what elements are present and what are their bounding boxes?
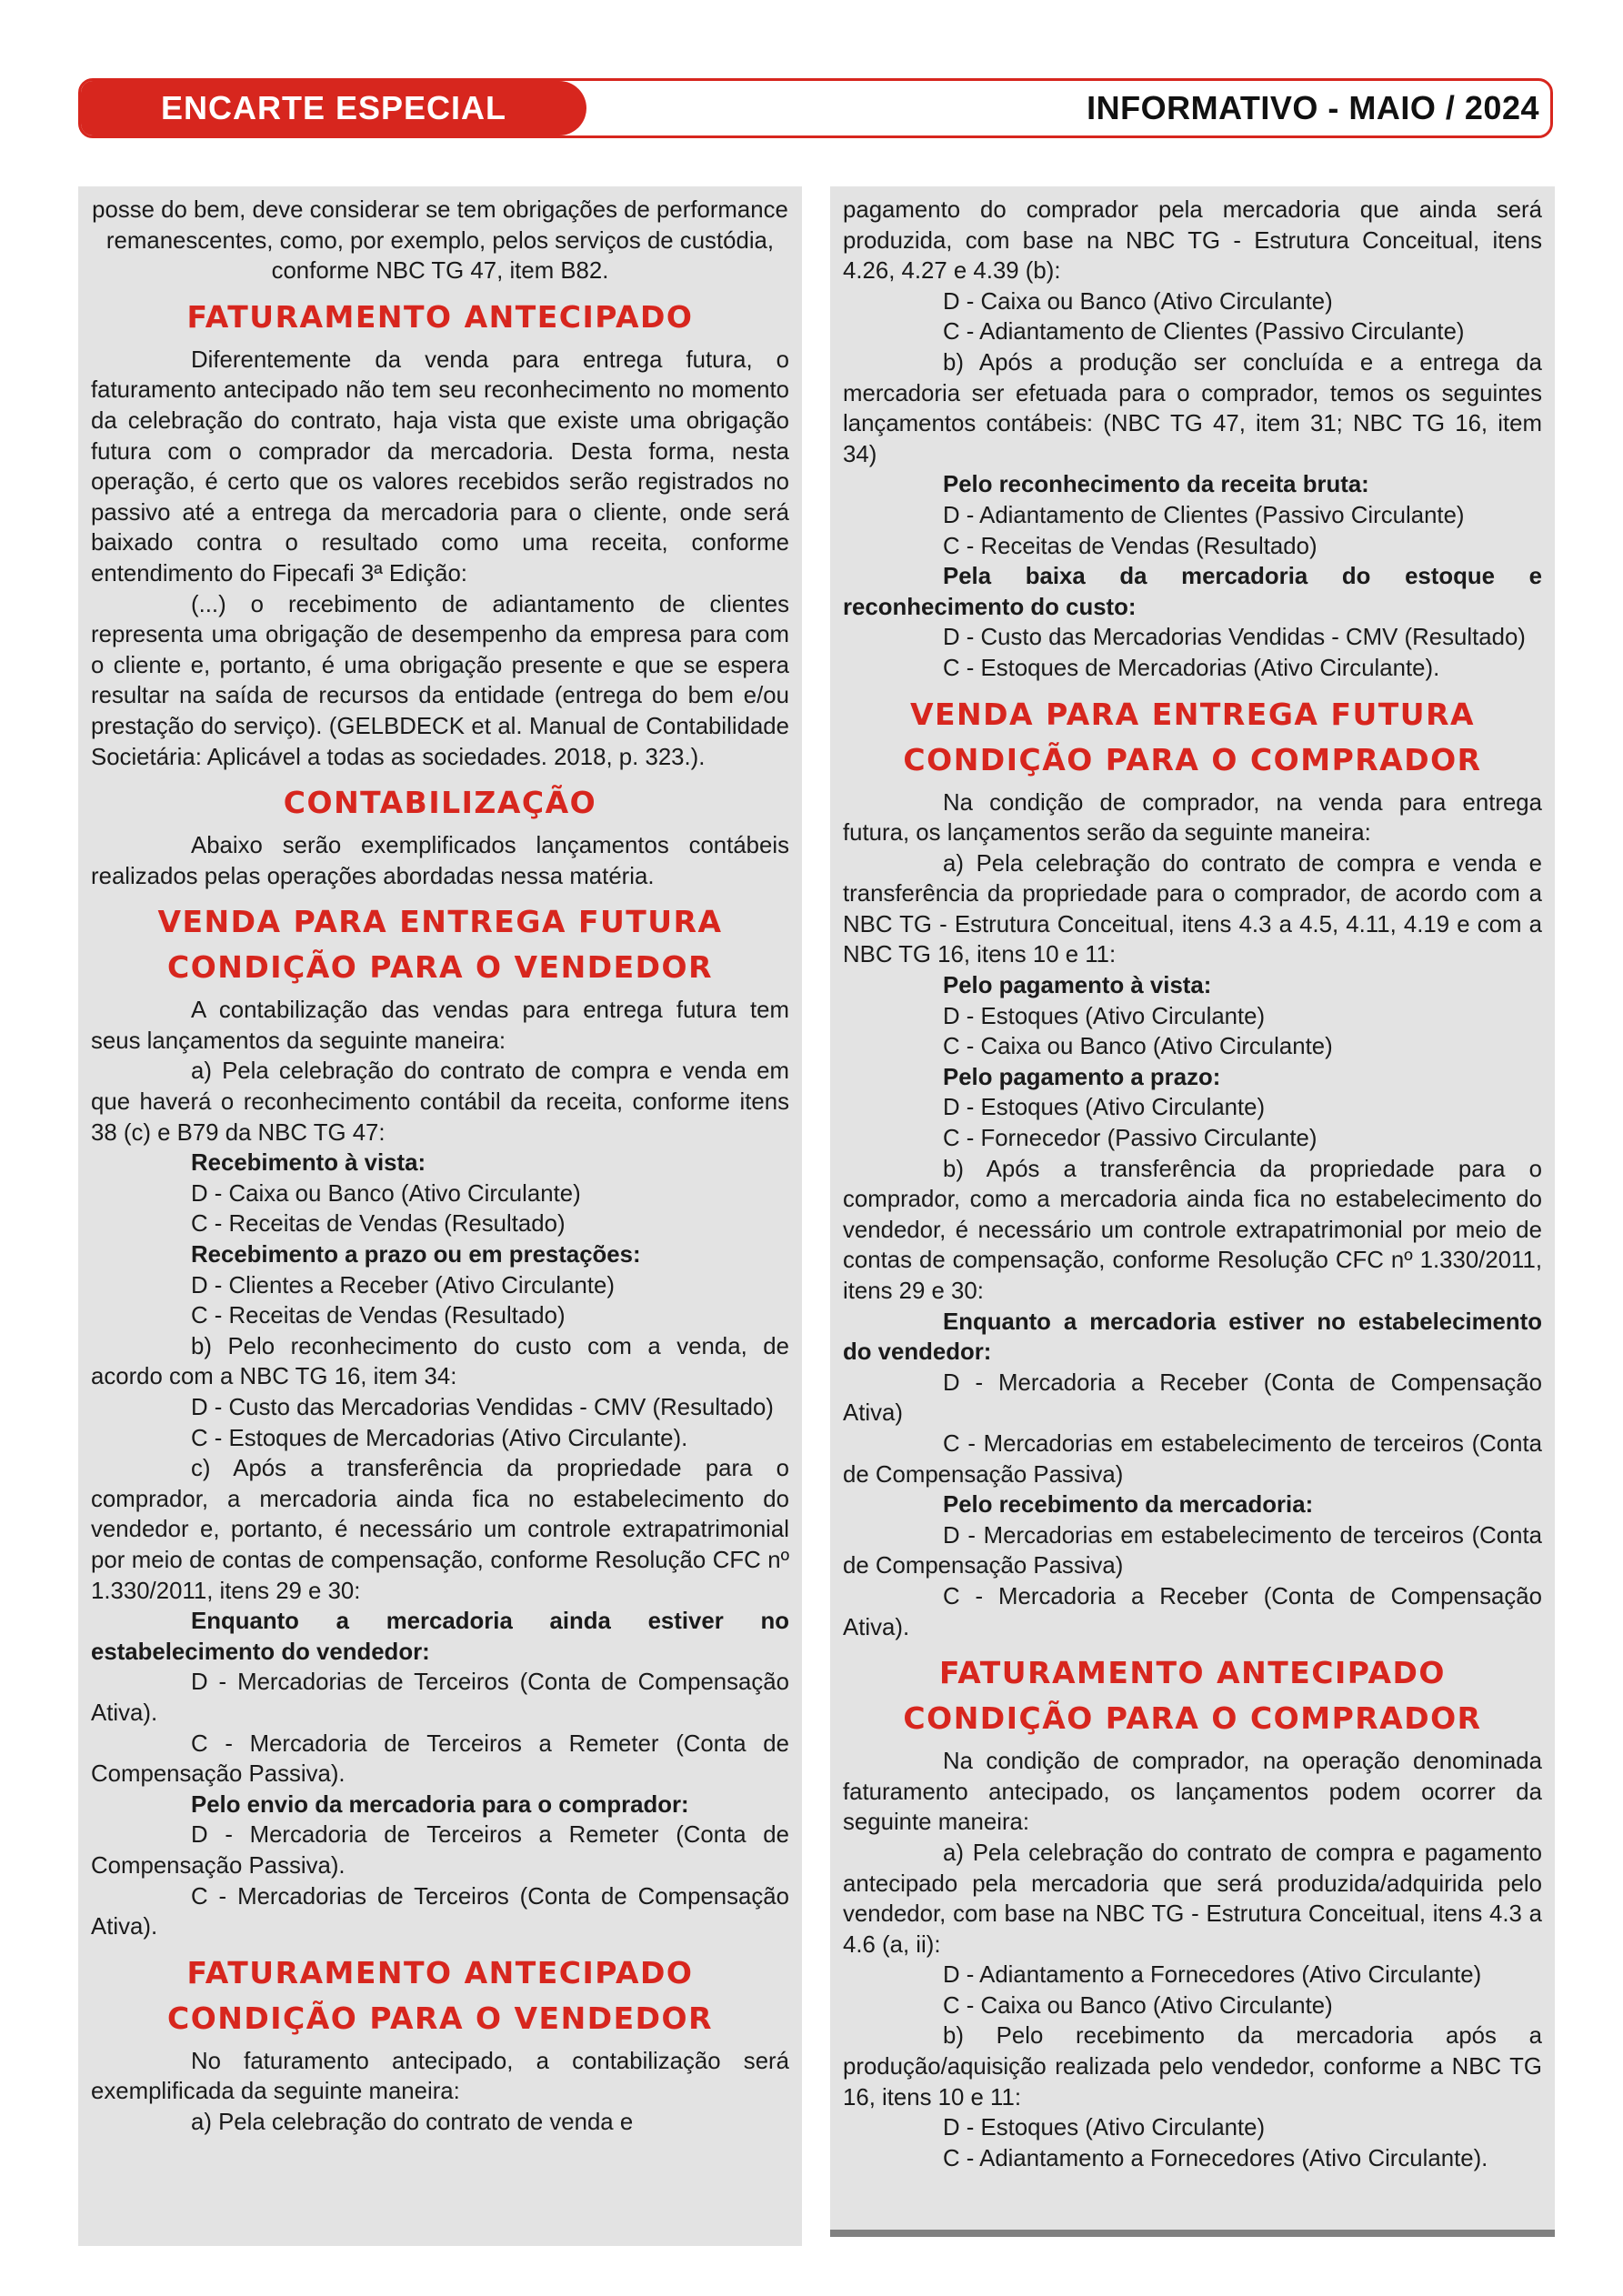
entry-subheading: Pelo pagamento à vista: <box>943 973 1212 999</box>
paragraph: No faturamento antecipado, a contabilização será exemplificada da seguinte maneira: <box>91 2048 789 2105</box>
entry-line: C - Estoques de Mercadorias (Ativo Circulante). <box>191 1425 688 1451</box>
heading-venda-entrega-futura: VENDA PARA ENTREGA FUTURA <box>909 696 1476 732</box>
entry-line: D - Estoques (Ativo Circulante) <box>943 2115 1266 2141</box>
entry-line: D - Mercadorias em estabelecimento de terceiros (Conta de Compensação Passiva) <box>843 1522 1542 1579</box>
right-column <box>830 186 1555 2237</box>
entry-line: C - Caixa ou Banco (Ativo Circulante) <box>943 1992 1333 2019</box>
paragraph: b) Após a produção ser concluída e a entrega da mercadoria ser efetuada para o comprador, temos os seguintes lançamentos contábeis: (NBC TG 47, item 31; NBC TG 16, item 34) <box>843 349 1542 467</box>
entry-line: C - Fornecedor (Passivo Circulante) <box>943 1126 1317 1152</box>
entry-subheading: Pela baixa da mercadoria do estoque e reconhecimento do custo: <box>843 564 1542 620</box>
entry-line: C - Mercadorias de Terceiros (Conta de Compensação Ativa). <box>91 1883 789 1940</box>
heading-faturamento-antecipado: FATURAMENTO ANTECIPADO <box>186 298 694 335</box>
paragraph: a) Pela celebração do contrato de compra e venda e transferência da propriedade para o comprador, de acordo com a NBC TG - Estrutura Conceitual, itens 4.3 a 4.5, 4.11, 4.19 e com a NBC TG 16, itens 10 e 11: <box>843 850 1542 968</box>
heading-condicao-comprador: CONDIÇÃO PARA O COMPRADOR <box>903 1700 1482 1737</box>
entry-line: C - Mercadoria de Terceiros a Remeter (Conta de Compensação Passiva). <box>91 1730 789 1788</box>
paragraph: b) Pelo recebimento da mercadoria após a produção/aquisição realizada pelo vendedor, conforme a NBC TG 16, itens 10 e 11: <box>843 2023 1542 2111</box>
entry-line: D - Mercadoria a Receber (Conta de Compensação Ativa) <box>843 1369 1542 1427</box>
paragraph: a) Pela celebração do contrato de compra e venda em que haverá o reconhecimento contábil da receita, conforme itens 38 (c) e B79 da NBC TG 47: <box>91 1058 789 1146</box>
entry-subheading: Pelo envio da mercadoria para o comprador: <box>191 1791 689 1818</box>
entry-line: D - Custo das Mercadorias Vendidas - CMV (Resultado) <box>191 1395 774 1420</box>
heading-condicao-vendedor: CONDIÇÃO PARA O VENDEDOR <box>166 2000 714 2036</box>
left-column <box>78 186 802 2246</box>
paragraph: Diferentemente da venda para entrega futura, o faturamento antecipado não tem seu reconhecimento no momento da celebração do contrato, haja vista que existe uma obrigação futura com o comprador da mercadoria. Desta forma, nesta operação, é certo que os valores recebidos serão registrados no passivo até a entrega da mercadoria para o cliente, onde será baixado contra o resultado como uma receita, conforme entendimento do Fipecafi 3ª Edição: <box>91 346 789 587</box>
paragraph: Na condição de comprador, na operação denominada faturamento antecipado, os lançamentos podem ocorrer da seguinte maneira: <box>843 1749 1542 1836</box>
heading-condicao-comprador: CONDIÇÃO PARA O COMPRADOR <box>903 741 1482 777</box>
entry-subheading: Enquanto a mercadoria estiver no estabelecimento do vendedor: <box>843 1308 1542 1366</box>
entry-subheading: Pelo pagamento a prazo: <box>943 1064 1221 1090</box>
entry-subheading: Pelo reconhecimento da receita bruta: <box>943 472 1369 498</box>
heading-faturamento-antecipado: FATURAMENTO ANTECIPADO <box>939 1655 1446 1691</box>
paragraph: a) Pela celebração do contrato de compra e pagamento antecipado pela mercadoria que será produzida/adquirida pelo vendedor, com base na NBC TG - Estrutura Conceitual, itens 4.3 a 4.6 (a, ii): <box>843 1840 1542 1958</box>
heading-condicao-vendedor: CONDIÇÃO PARA O VENDEDOR <box>166 949 714 986</box>
entry-line: C - Receitas de Vendas (Resultado) <box>191 1303 566 1329</box>
entry-subheading: Recebimento a prazo ou em prestações: <box>191 1242 641 1268</box>
entry-line: C - Adiantamento a Fornecedores (Ativo Circulante). <box>943 2145 1488 2171</box>
intro-paragraph: posse do bem, deve considerar se tem obrigações de performance remanescentes, como, por exemplo, pelos serviços de custódia, conforme NBC TG 47, item B82. <box>92 197 788 285</box>
entry-line: C - Mercadoria a Receber (Conta de Compensação Ativa). <box>843 1583 1542 1640</box>
entry-line: C - Mercadorias em estabelecimento de terceiros (Conta de Compensação Passiva) <box>843 1430 1542 1488</box>
paragraph: b) Após a transferência da propriedade para o comprador, como a mercadoria ainda fica no estabelecimento do vendedor, é necessário um controle extrapatrimonial por meio de contas de compensação, conforme Resolução CFC nº 1.330/2011, itens 29 e 30: <box>843 1156 1542 1304</box>
entry-line: C - Receitas de Vendas (Resultado) <box>943 533 1317 559</box>
paragraph: Abaixo serão exemplificados lançamentos contábeis realizados pelas operações abordadas nessa matéria. <box>91 833 789 889</box>
entry-line: C - Estoques de Mercadorias (Ativo Circulante). <box>943 655 1440 681</box>
page-header <box>78 78 1553 138</box>
section-label: ENCARTE ESPECIAL <box>81 81 586 135</box>
entry-line: D - Clientes a Receber (Ativo Circulante) <box>191 1272 615 1298</box>
heading-faturamento-antecipado: FATURAMENTO ANTECIPADO <box>186 1954 694 1990</box>
entry-line: D - Caixa ou Banco (Ativo Circulante) <box>943 288 1333 315</box>
entry-line: D - Mercadoria de Terceiros a Remeter (Conta de Compensação Passiva). <box>91 1822 789 1879</box>
entry-line: D - Estoques (Ativo Circulante) <box>943 1003 1266 1029</box>
paragraph: a) Pela celebração do contrato de venda e <box>191 2109 634 2135</box>
heading-contabilizacao: CONTABILIZAÇÃO <box>283 785 597 821</box>
paragraph: Na condição de comprador, na venda para entrega futura, os lançamentos serão da seguinte maneira: <box>843 789 1542 847</box>
entry-line: D - Caixa ou Banco (Ativo Circulante) <box>191 1180 581 1207</box>
publication-title: INFORMATIVO - MAIO / 2024 <box>1087 89 1539 126</box>
entry-line: D - Adiantamento a Fornecedores (Ativo Circulante) <box>943 1962 1482 1989</box>
entry-line: C - Caixa ou Banco (Ativo Circulante) <box>943 1034 1333 1060</box>
heading-venda-entrega-futura: VENDA PARA ENTREGA FUTURA <box>157 904 723 940</box>
paragraph: A contabilização das vendas para entrega futura tem seus lançamentos da seguinte maneira: <box>91 998 789 1054</box>
entry-line: D - Estoques (Ativo Circulante) <box>943 1095 1266 1121</box>
quote-paragraph: (...) o recebimento de adiantamento de clientes representa uma obrigação de desempenho da empresa para com o cliente e, portanto, é uma obrigação presente e que se espera resultar na saída de recursos da entidade (entrega do bem e/ou prestação do serviço). (GELBDECK et al. Manual de Contabilidade Societária: Aplicável a todas as sociedades. 2018, p. 323.). <box>91 591 789 770</box>
paragraph: b) Pelo reconhecimento do custo com a venda, de acordo com a NBC TG 16, item 34: <box>91 1333 789 1390</box>
paragraph: pagamento do comprador pela mercadoria que ainda será produzida, com base na NBC TG - Estrutura Conceitual, itens 4.26, 4.27 e 4.39 (b): <box>843 197 1542 285</box>
entry-subheading: Pelo recebimento da mercadoria: <box>943 1492 1314 1519</box>
entry-subheading: Recebimento à vista: <box>191 1150 426 1177</box>
entry-subheading: Enquanto a mercadoria ainda estiver no estabelecimento do vendedor: <box>91 1609 789 1665</box>
paragraph: c) Após a transferência da propriedade para o comprador, a mercadoria ainda fica no estabelecimento do vendedor e, portanto, é necessário um controle extrapatrimonial por meio de contas de compensação, conforme Resolução CFC nº 1.330/2011, itens 29 e 30: <box>91 1456 789 1604</box>
entry-line: D - Mercadorias de Terceiros (Conta de Compensação Ativa). <box>91 1669 789 1726</box>
entry-line: C - Adiantamento de Clientes (Passivo Circulante) <box>943 319 1465 346</box>
entry-line: D - Custo das Mercadorias Vendidas - CMV (Resultado) <box>943 625 1526 651</box>
entry-line: C - Receitas de Vendas (Resultado) <box>191 1211 566 1238</box>
entry-line: D - Adiantamento de Clientes (Passivo Circulante) <box>943 502 1465 528</box>
